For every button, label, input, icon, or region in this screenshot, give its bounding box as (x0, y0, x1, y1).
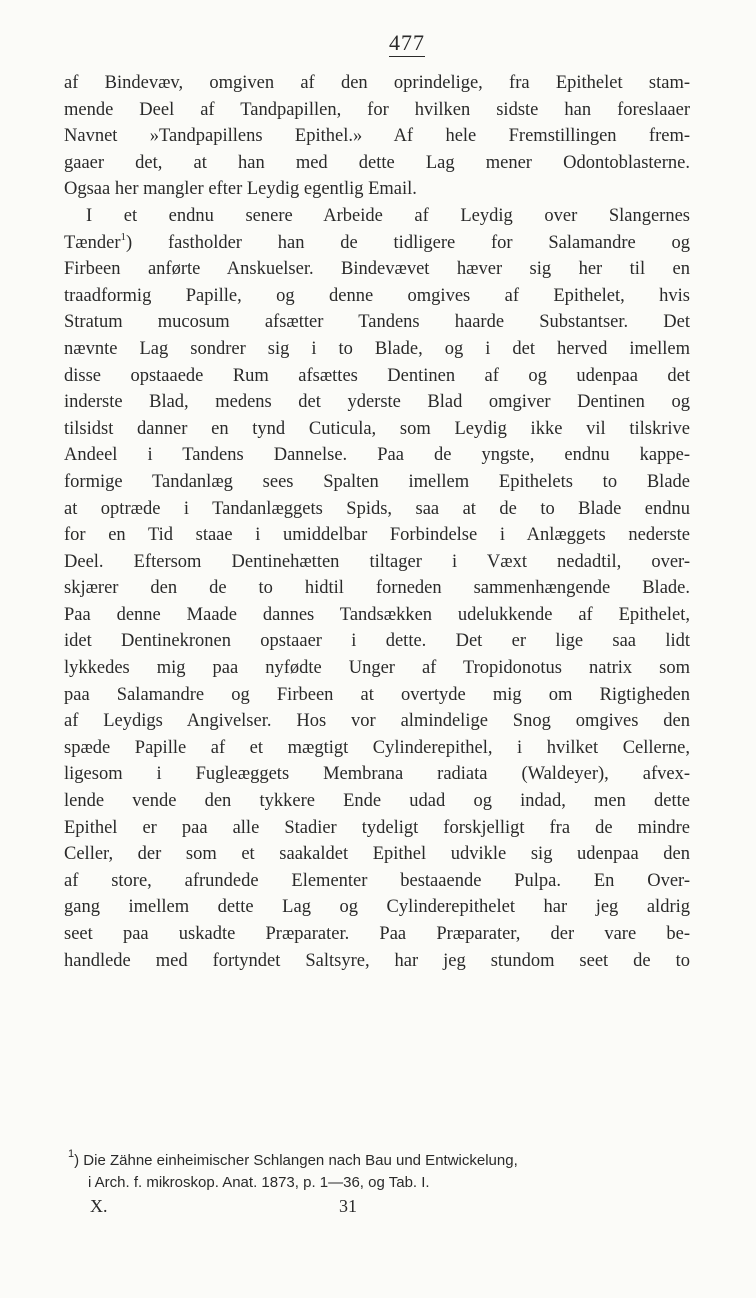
text-line: paa Salamandre og Firbeen at overtyde mig om Rigtigheden (64, 684, 690, 705)
text-line: Celler, der som et saakaldet Epithel udvikle sig udenpaa den (64, 844, 690, 865)
document-page (64, 30, 690, 974)
footnote-line: $^1$) Die Zähne einheimischer Schlangen nach Bau und Entwickelung, (68, 1148, 518, 1169)
text-line: disse opstaaede Rum afsættes Dentinen af og udenpaa det (64, 365, 690, 386)
text-line: mende Deel af Tandpapillen, for hvilken sidste han foreslaaer (64, 99, 690, 120)
text-line: seet paa uskadte Præparater. Paa Præparater, der vare be- (64, 924, 690, 944)
text-line: at optræde i Tandanlæggets Spids, saa at de to Blade endnu (64, 498, 690, 519)
text-line: Navnet »Tandpapillens Epithel.» Af hele Fremstillingen frem- (64, 126, 690, 147)
text-line: af Bindevæv, omgiven af den oprindelige, fra Epithelet stam- (64, 73, 690, 93)
signature-number: 31 (339, 1196, 357, 1216)
text-line: Stratum mucosum afsætter Tandens haarde Substantser. Det (64, 312, 690, 333)
text-line: inderste Blad, medens det yderste Blad omgiver Dentinen og (64, 392, 690, 413)
text-line: formige Tandanlæg sees Spalten imellem Epithelets to Blade (64, 471, 690, 492)
footnote (68, 1150, 658, 1194)
text-line: gang imellem dette Lag og Cylinderepithelet har jeg aldrig (64, 897, 690, 918)
signature-mark: X. (90, 1196, 108, 1216)
footnote-text: Die Zähne einheimischer Schlangen nach Bau und Entwickelung, (83, 1152, 518, 1169)
footnote-reference: 1 (120, 230, 127, 243)
text-line: handlede med fortyndet Saltsyre, har jeg stundom seet de to (64, 950, 690, 971)
text-line: lykkedes mig paa nyfødte Unger af Tropidonotus natrix som (64, 658, 690, 679)
text-line: Firbeen anførte Anskuelser. Bindevævet hæver sig her til en (64, 259, 690, 280)
text-line: Epithel er paa alle Stadier tydeligt forskjelligt fra de mindre (64, 817, 690, 838)
text-line-with-footnote (64, 230, 690, 257)
text-line: I et endnu senere Arbeide af Leydig over Slangernes (86, 205, 690, 226)
footnote-marker: 1 (68, 1148, 75, 1160)
text-line: gaaer det, at han med dette Lag mener Odontoblasterne. (64, 152, 690, 173)
text-line: af store, afrundede Elementer bestaaende Pulpa. En Over- (64, 870, 690, 891)
text-line: Paa denne Maade dannes Tandsækken udelukkende af Epithelet, (64, 604, 690, 625)
text-line: skjærer den de to hidtil forneden sammenhængende Blade. (64, 578, 690, 599)
text-line: Andeel i Tandens Dannelse. Paa de yngste, endnu kappe- (64, 445, 690, 466)
text-line: af Leydigs Angivelser. Hos vor almindelige Snog omgives den (64, 711, 690, 732)
page-number: 477 (389, 30, 425, 55)
text-line: for en Tid staae i umiddelbar Forbindelse i Anlæggets nederste (64, 525, 690, 546)
text-line: idet Dentinekronen opstaaer i dette. Det er lige saa lidt (64, 631, 690, 652)
text-line: ligesom i Fugleæggets Membrana radiata (Waldeyer), afvex- (64, 764, 690, 785)
text-line: spæde Papille af et mægtigt Cylinderepithel, i hvilket Cellerne, (64, 737, 690, 758)
text-line: Deel. Eftersom Dentinehætten tiltager i Væxt nedadtil, over- (64, 551, 690, 572)
text-line: Ogsaa her mangler efter Leydig egentlig Email. (64, 179, 417, 200)
text-line: tilsidst danner en tynd Cuticula, som Leydig ikke vil tilskrive (64, 418, 690, 439)
text-fragment: Tænder (64, 232, 121, 253)
text-line: traadformig Papille, og denne omgives af Epithelet, hvis (64, 285, 690, 306)
text-line: nævnte Lag sondrer sig i to Blade, og i det herved imellem (64, 338, 690, 359)
text-fragment: ) fastholder han de tidligere for Salamandre og (126, 232, 690, 253)
text-line: lende vende den tykkere Ende udad og indad, men dette (64, 791, 690, 812)
body-text (64, 70, 690, 974)
footnote-line: i Arch. f. mikroskop. Anat. 1873, p. 1—36, og Tab. I. (88, 1174, 430, 1191)
